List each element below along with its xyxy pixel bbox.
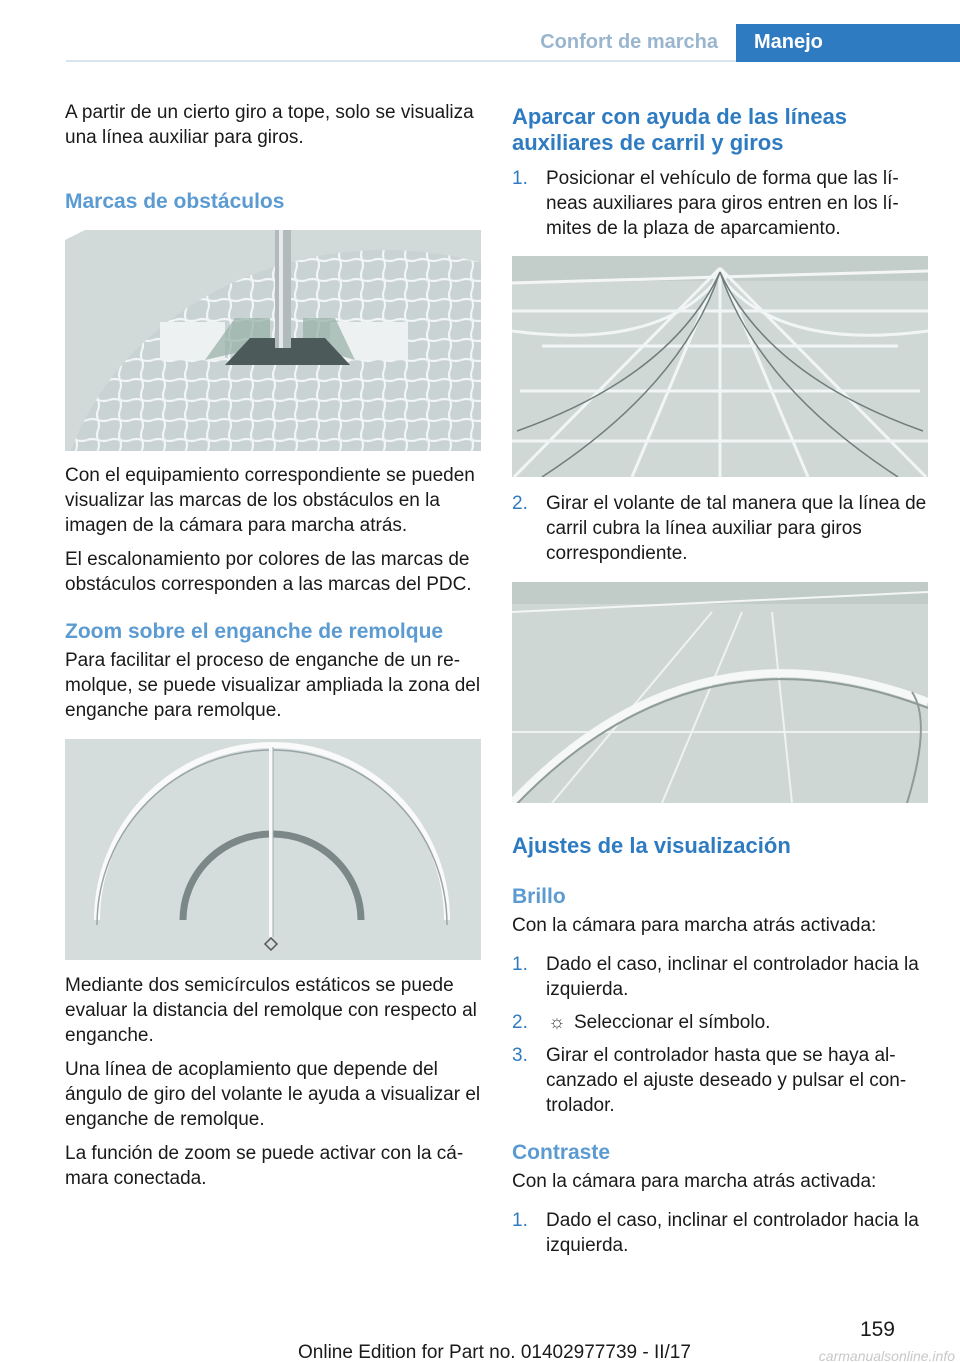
list-item — [512, 491, 928, 566]
parking-heading: Aparcar con ayuda de las líneas auxiliares de carril y giros — [512, 104, 848, 155]
step-text: Girar el controlador hasta que se haya alcanzado el ajuste deseado y pulsar el controlador. — [546, 1045, 907, 1116]
left-column — [65, 100, 481, 1200]
edition-note: Online Edition for Part no. 01402977739 - II/17 — [298, 1342, 691, 1362]
lane-line-figure — [512, 582, 928, 803]
list-item — [512, 1043, 928, 1118]
parking-steps-2 — [512, 491, 928, 566]
obstacles-paragraph-2: El escalonamiento por colores de las marcas de obstáculos corresponden a las marcas del PDC. — [65, 549, 472, 595]
sun-icon: ☼ — [548, 1012, 566, 1033]
contrast-intro: Con la cámara para marcha atrás activada: — [512, 1171, 877, 1192]
step-number: 1. — [512, 1210, 528, 1231]
zoom-paragraph-4: La función de zoom se puede activar con la cámara conectada. — [65, 1143, 464, 1189]
contrast-heading: Contraste — [512, 1141, 611, 1164]
list-item — [512, 1208, 928, 1258]
step-number: 2. — [512, 1012, 528, 1033]
obstacles-heading: Marcas de obstáculos — [65, 190, 285, 213]
parking-steps-1 — [512, 166, 928, 241]
step-text: Girar el volante de tal manera que la línea de carril cubra la línea auxiliar para giros correspondiente. — [546, 493, 927, 564]
brightness-intro: Con la cámara para marcha atrás activada: — [512, 915, 877, 936]
obstacles-paragraph-1: Con el equipamiento correspondiente se pueden visualizar las marcas de los obstáculos en la imagen de la cámara para marcha atrás. — [65, 465, 475, 536]
page-footer — [0, 1318, 960, 1362]
brightness-steps — [512, 952, 928, 1118]
page-number: 159 — [859, 1318, 895, 1341]
zoom-paragraph-2: Mediante dos semicírculos estáticos se puede evaluar la distancia del remolque con respecto al enganche. — [65, 975, 477, 1046]
zoom-paragraph-1: Para facilitar el proceso de enganche de un remolque, se puede visualizar ampliada la zona del enganche para remolque. — [65, 650, 481, 721]
brightness-heading: Brillo — [512, 885, 566, 908]
step-number: 3. — [512, 1045, 528, 1066]
hitch-zoom-figure — [65, 739, 481, 960]
step-number: 2. — [512, 493, 528, 514]
intro-paragraph: A partir de un cierto giro a tope, solo se visualiza una línea auxiliar para giros. — [65, 102, 474, 148]
list-item — [512, 1010, 928, 1035]
step-text: Posicionar el vehículo de forma que las líneas auxiliares para giros entren en los límites de la plaza de aparcamiento. — [546, 168, 899, 239]
list-item — [512, 166, 928, 241]
step-number: 1. — [512, 954, 528, 975]
turn-lines-figure — [512, 256, 928, 477]
contrast-steps — [512, 1208, 928, 1258]
obstacle-marks-figure — [65, 230, 481, 451]
right-column — [512, 100, 928, 1266]
step-text: Seleccionar el símbolo. — [574, 1012, 771, 1033]
step-text: Dado el caso, inclinar el controlador hacia la izquierda. — [546, 954, 919, 1000]
list-item — [512, 952, 928, 1002]
page-header — [66, 24, 960, 62]
watermark: carmanualsonline.info — [818, 1348, 955, 1362]
zoom-heading: Zoom sobre el enganche de remolque — [65, 620, 444, 643]
header-chapter-tab: Manejo — [736, 24, 960, 62]
zoom-paragraph-3: Una línea de acoplamiento que depende del ángulo de giro del volante le ayuda a visualizar el enganche de remolque. — [65, 1059, 481, 1130]
header-section-title: Confort de marcha — [540, 31, 718, 53]
display-settings-heading: Ajustes de la visualización — [512, 833, 791, 858]
step-number: 1. — [512, 168, 528, 189]
step-text: Dado el caso, inclinar el controlador hacia la izquierda. — [546, 1210, 919, 1256]
